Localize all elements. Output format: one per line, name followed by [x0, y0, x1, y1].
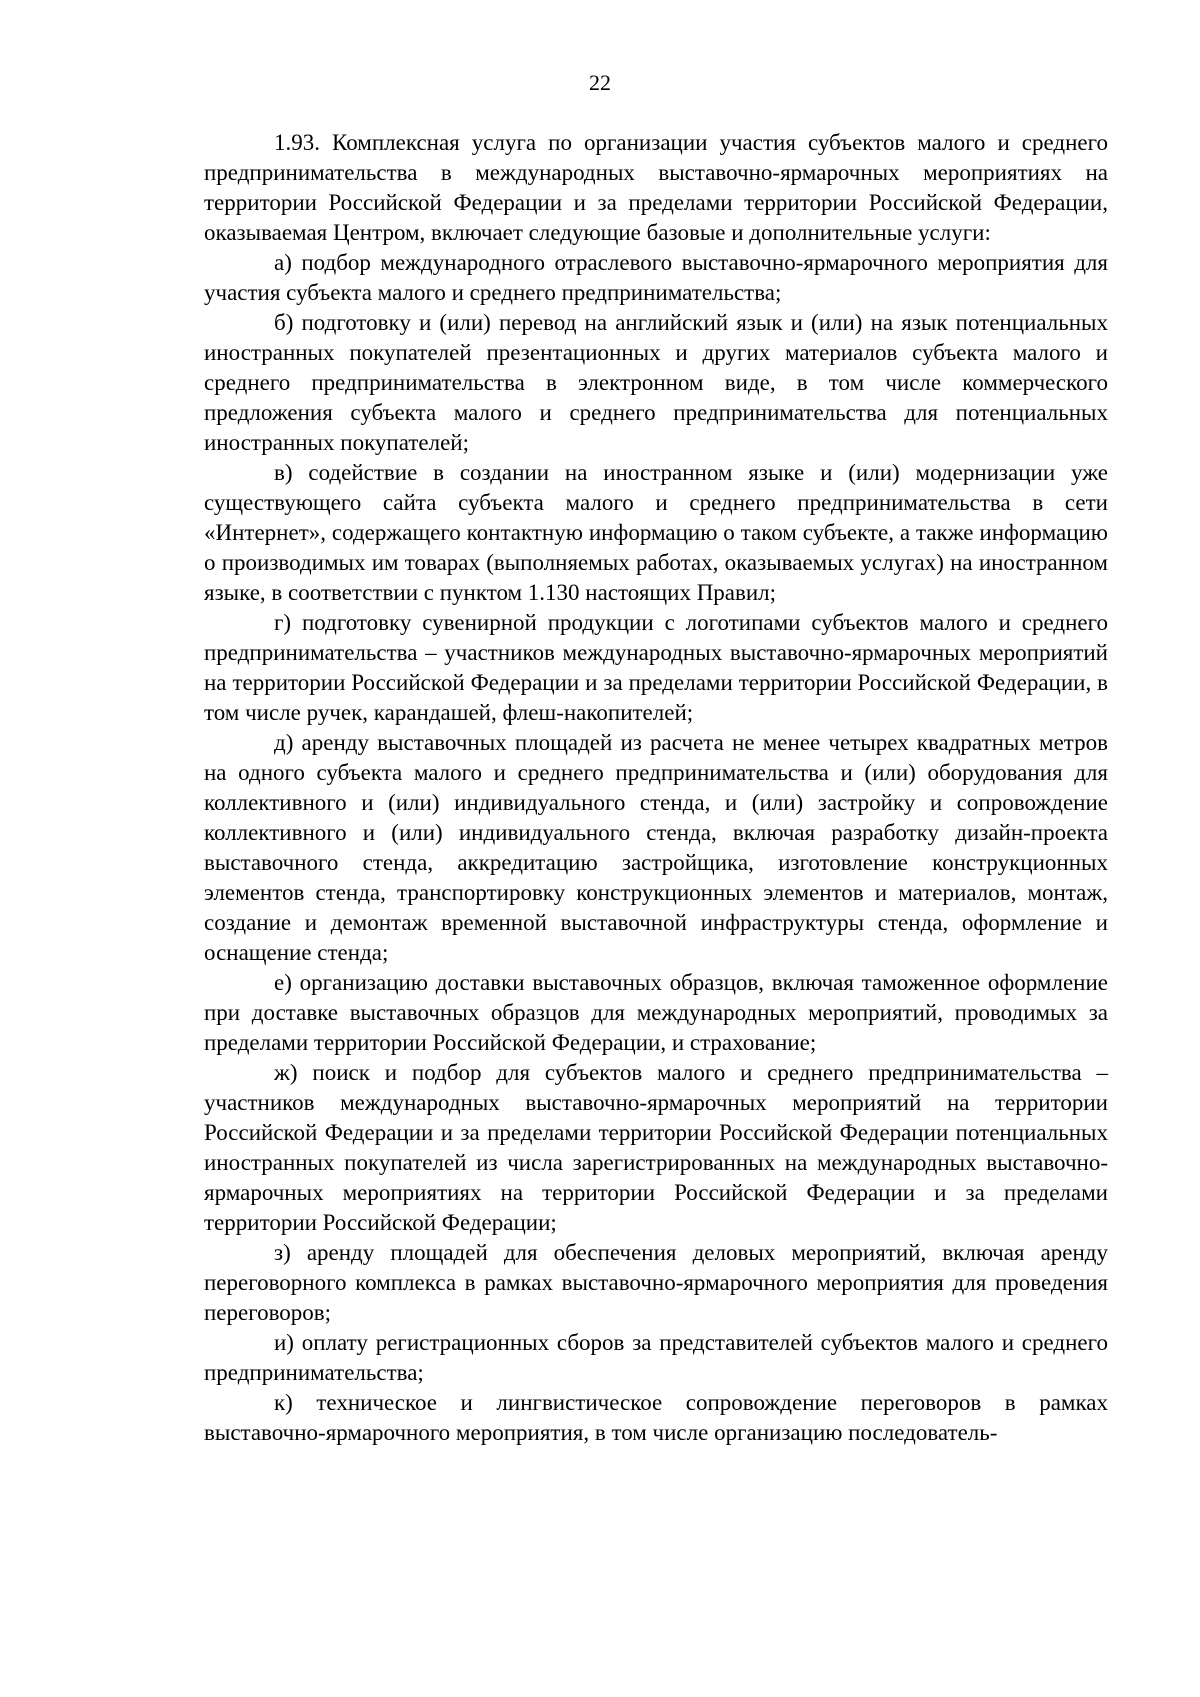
- paragraph-item-d: д) аренду выставочных площадей из расчета не менее четырех квадратных метров на одного субъекта малого и среднего предпринимательства и (или) оборудования для коллективного и (или) индивидуального стенда, и (или) застройку и сопровождение коллективного и (или) индивидуального стенда, включая разработку дизайн-проекта выставочного стенда, аккредитацию застройщика, изготовление конструкционных элементов стенда, транспортировку конструкционных элементов и материалов, монтаж, создание и демонтаж временной выставочной инфраструктуры стенда, оформление и оснащение стенда;: [204, 730, 1108, 965]
- paragraph-item-b: б) подготовку и (или) перевод на английский язык и (или) на язык потенциальных иностранных покупателей презентационных и других материалов субъекта малого и среднего предпринимательства в электронном виде, в том числе коммерческого предложения субъекта малого и среднего предпринимательства для потенциальных иностранных покупателей;: [204, 310, 1108, 455]
- paragraph-item-k: к) техническое и лингвистическое сопровождение переговоров в рамках выставочно-ярмарочного мероприятия, в том числе организацию последователь-: [204, 1390, 1108, 1445]
- paragraph-item-a: а) подбор международного отраслевого выставочно-ярмарочного мероприятия для участия субъекта малого и среднего предпринимательства;: [204, 250, 1108, 305]
- paragraph-item-z: з) аренду площадей для обеспечения деловых мероприятий, включая аренду переговорного комплекса в рамках выставочно-ярмарочного мероприятия для проведения переговоров;: [204, 1240, 1108, 1325]
- document-body: [204, 128, 1108, 1448]
- paragraph-item-zh: ж) поиск и подбор для субъектов малого и среднего предпринимательства – участников международных выставочно-ярмарочных мероприятий на территории Российской Федерации и за пределами территории Российской Федерации потенциальных иностранных покупателей из числа зарегистрированных на международных выставочно-ярмарочных мероприятиях на территории Российской Федерации и за пределами территории Российской Федерации;: [204, 1060, 1108, 1235]
- paragraph-1-93: 1.93. Комплексная услуга по организации участия субъектов малого и среднего предпринимательства в международных выставочно-ярмарочных мероприятиях на территории Российской Федерации и за пределами территории Российской Федерации, оказываемая Центром, включает следующие базовые и дополнительные услуги:: [204, 130, 1108, 245]
- page-number: 22: [589, 70, 611, 95]
- paragraph-item-e: е) организацию доставки выставочных образцов, включая таможенное оформление при доставке выставочных образцов для международных мероприятий, проводимых за пределами территории Российской Федерации, и страхование;: [204, 970, 1108, 1055]
- paragraph-item-g: г) подготовку сувенирной продукции с логотипами субъектов малого и среднего предпринимательства – участников международных выставочно-ярмарочных мероприятий на территории Российской Федерации и за пределами территории Российской Федерации, в том числе ручек, карандашей, флеш-накопителей;: [204, 610, 1108, 725]
- paragraph-item-i: и) оплату регистрационных сборов за представителей субъектов малого и среднего предпринимательства;: [204, 1330, 1108, 1385]
- paragraph-item-v: в) содействие в создании на иностранном языке и (или) модернизации уже существующего сайта субъекта малого и среднего предпринимательства в сети «Интернет», содержащего контактную информацию о таком субъекте, а также информацию о производимых им товарах (выполняемых работах, оказываемых услугах) на иностранном языке, в соответствии с пунктом 1.130 настоящих Правил;: [204, 460, 1108, 605]
